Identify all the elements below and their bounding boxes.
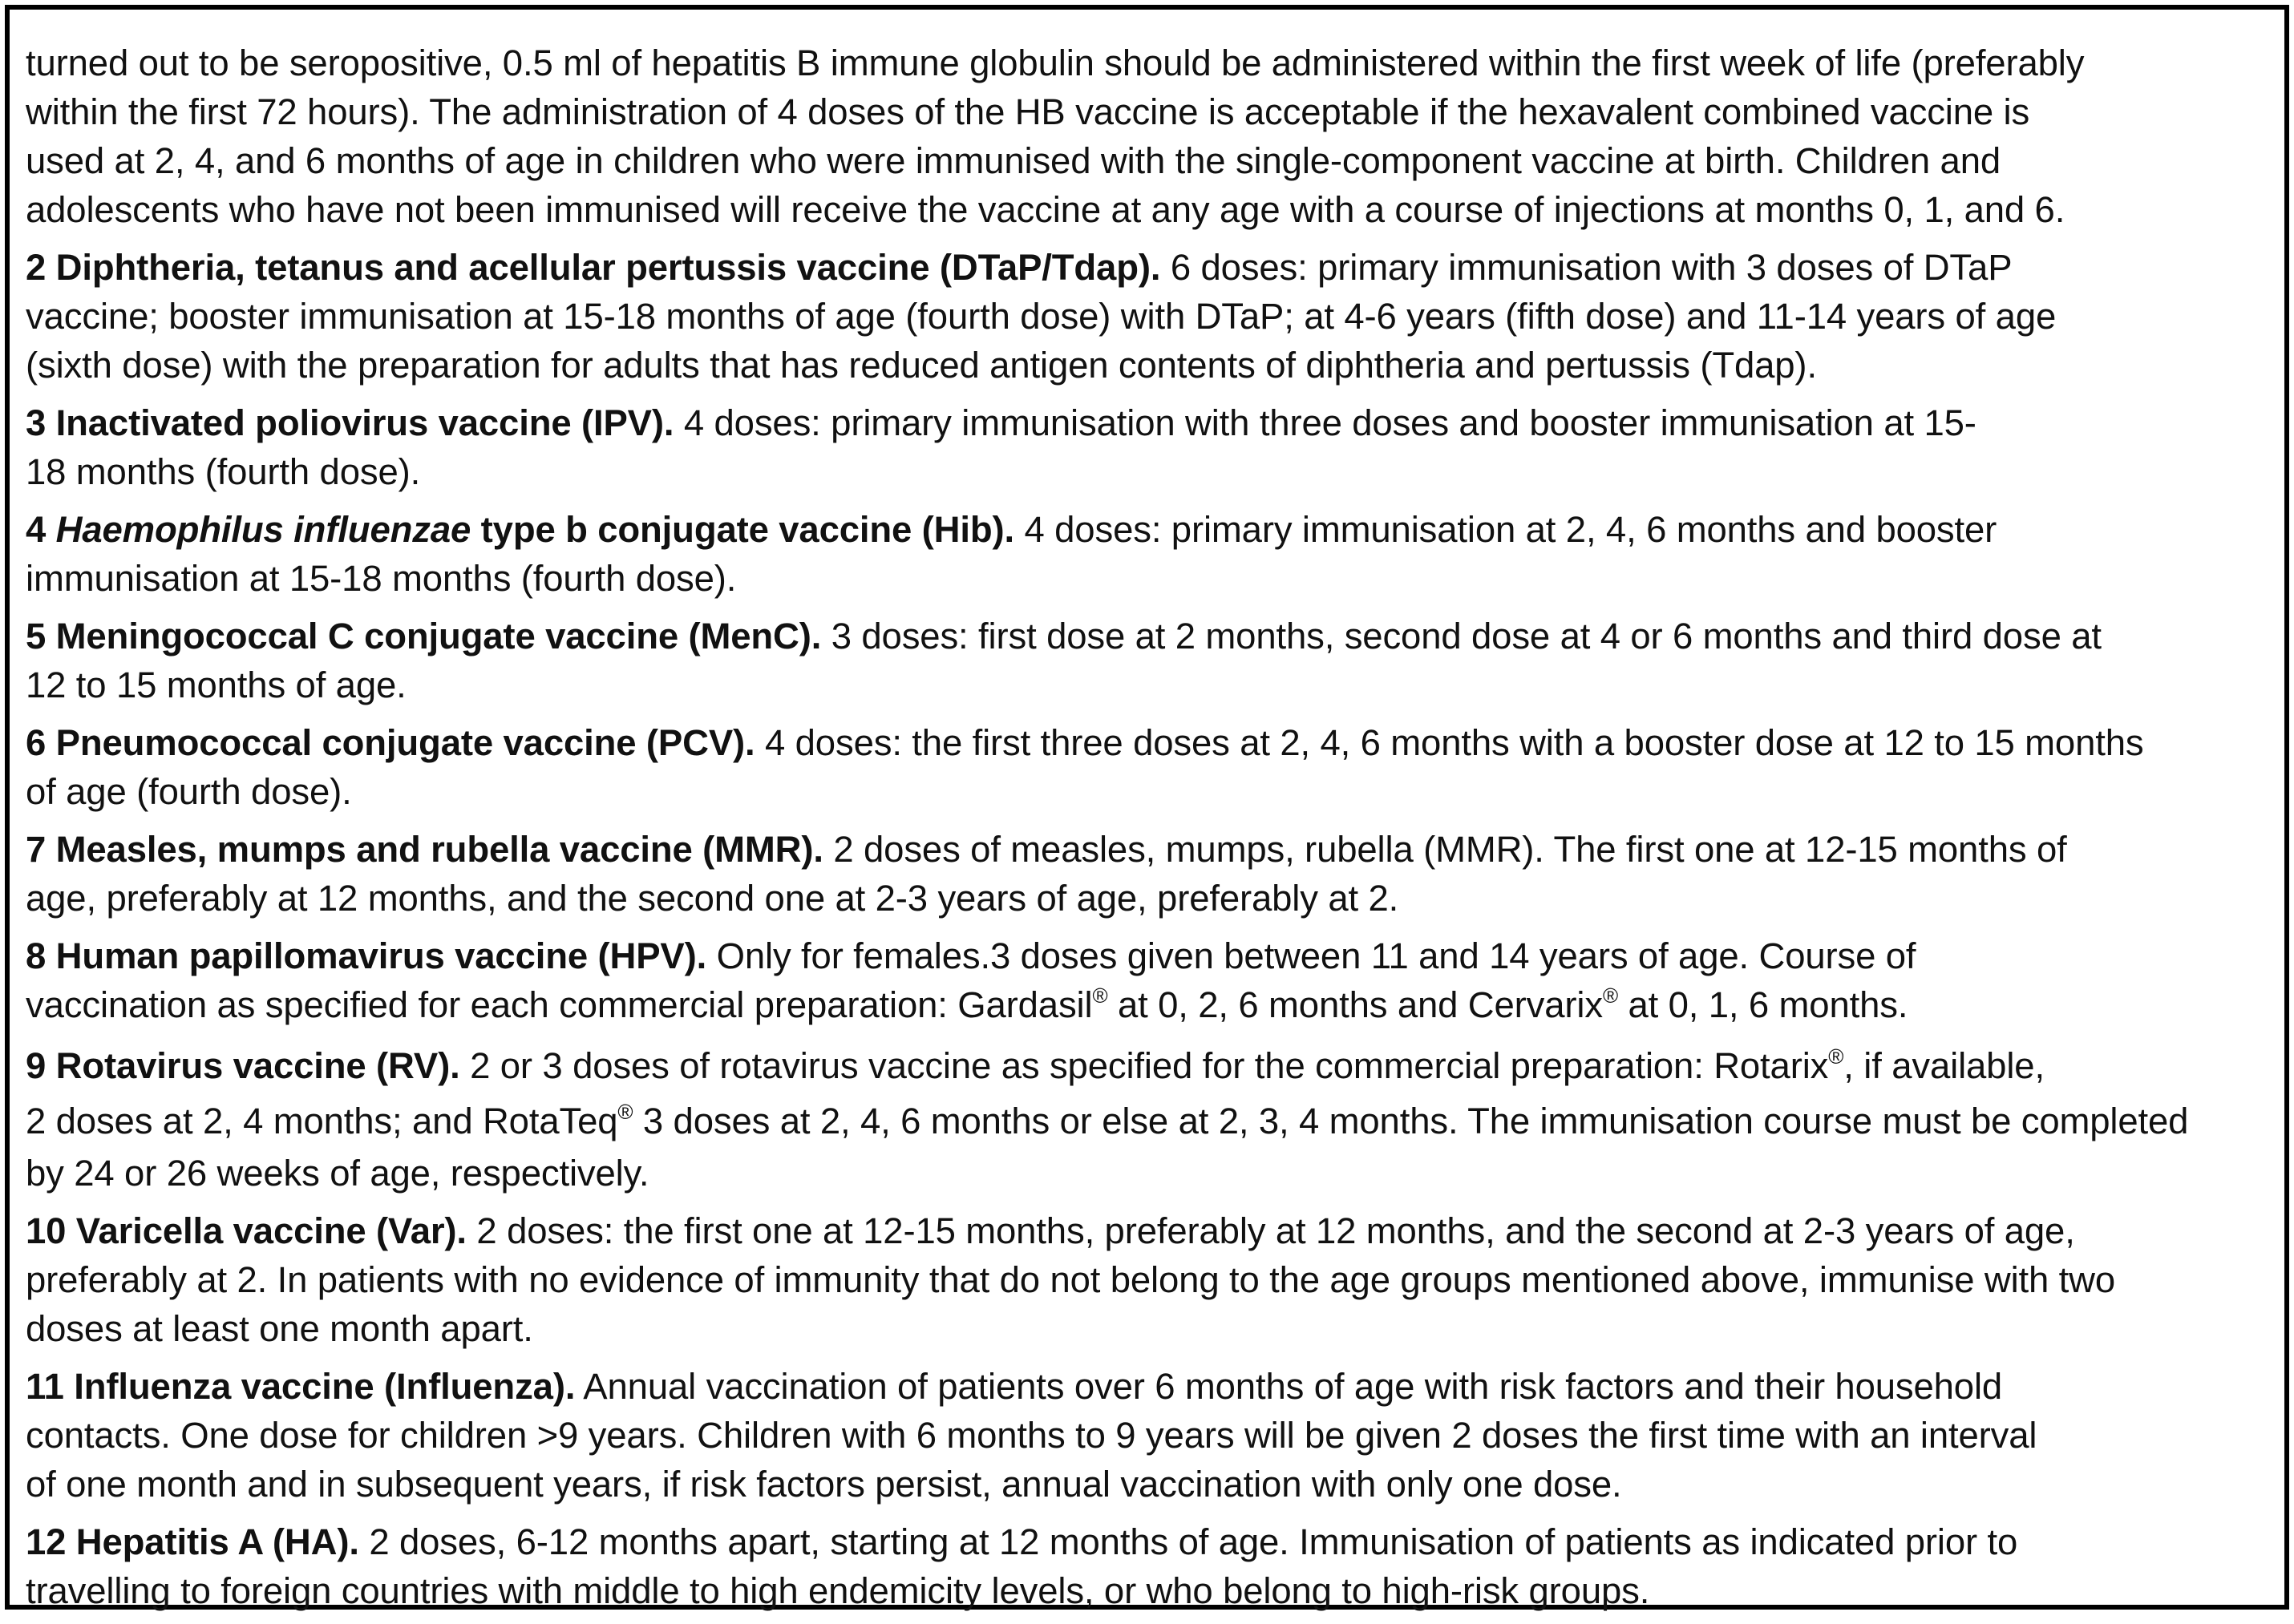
footnote-text: vaccination as specified for each commercial preparation: Gardasil — [26, 984, 1093, 1025]
footnote-heading: 3 Inactivated poliovirus vaccine (IPV). — [26, 402, 674, 443]
footnote-heading: type b conjugate vaccine (Hib). — [471, 509, 1015, 550]
footnote-heading: 11 Influenza vaccine (Influenza). — [26, 1366, 576, 1407]
text-line: doses at least one month apart. — [26, 1308, 533, 1349]
footnote-text: 3 doses: first dose at 2 months, second dose at 4 or 6 months and third dose at — [821, 616, 2102, 656]
text-line: of one month and in subsequent years, if risk factors persist, annual vaccination with only one dose. — [26, 1464, 1622, 1505]
text-line — [26, 612, 2279, 661]
text-line: turned out to be seropositive, 0.5 ml of hepatitis B immune globulin should be administered within the first week of life (preferably — [26, 42, 2085, 83]
footnote-text: Only for females.3 doses given between 11 and 14 years of age. Course of — [706, 935, 1916, 976]
footnote-text: 2 doses at 2, 4 months; and RotaTeq — [26, 1101, 618, 1141]
footnote-hpv — [26, 931, 2279, 1029]
footnote-heading: 6 Pneumococcal conjugate vaccine (PCV). — [26, 722, 755, 763]
text-line — [26, 1038, 2279, 1093]
footnote-text: 3 doses at 2, 4, 6 months or else at 2, 3, 4 months. The immunisation course must be completed — [633, 1101, 2189, 1141]
text-line — [26, 1206, 2279, 1255]
footnote-hepatitis-b-continued — [26, 38, 2279, 234]
text-line — [26, 1093, 2279, 1149]
footnote-text: 6 doses: primary immunisation with 3 doses of DTaP — [1160, 247, 2013, 288]
footnotes-box — [5, 5, 2289, 1610]
footnote-text: 2 or 3 doses of rotavirus vaccine as specified for the commercial preparation: Rotarix — [459, 1045, 1829, 1086]
footnote-heading-number: 4 — [26, 509, 56, 550]
footnote-pcv — [26, 718, 2279, 816]
text-line — [26, 398, 2279, 447]
footnote-heading: 12 Hepatitis A (HA). — [26, 1521, 359, 1562]
text-line: 18 months (fourth dose). — [26, 451, 421, 492]
footnotes-text — [26, 38, 2279, 1624]
text-line — [26, 980, 2279, 1029]
text-line: age, preferably at 12 months, and the second one at 2-3 years of age, preferably at 2. — [26, 878, 1399, 919]
footnote-text: 4 doses: primary immunisation at 2, 4, 6 months and booster — [1014, 509, 1997, 550]
footnote-heading-italic: Haemophilus influenzae — [55, 509, 471, 550]
footnote-text: 2 doses of measles, mumps, rubella (MMR). The first one at 12-15 months of — [823, 829, 2067, 870]
registered-mark: ® — [1828, 1044, 1844, 1069]
footnote-hepatitis-a — [26, 1517, 2279, 1615]
footnote-heading: 2 Diphtheria, tetanus and acellular pertussis vaccine (DTaP/Tdap). — [26, 247, 1161, 288]
footnote-text: at 0, 2, 6 months and Cervarix — [1107, 984, 1603, 1025]
text-line: within the first 72 hours). The administration of 4 doses of the HB vaccine is acceptable if the hexavalent combined vaccine is — [26, 91, 2030, 132]
footnote-dtap — [26, 243, 2279, 390]
text-line — [26, 825, 2279, 874]
footnote-heading: 7 Measles, mumps and rubella vaccine (MMR). — [26, 829, 823, 870]
text-line: contacts. One dose for children >9 years. Children with 6 months to 9 years will be given 2 doses the first time with an interval — [26, 1415, 2037, 1456]
text-line — [26, 1362, 2279, 1411]
footnote-text: , if available, — [1843, 1045, 2045, 1086]
footnote-heading: 8 Human papillomavirus vaccine (HPV). — [26, 935, 707, 976]
text-line: travelling to foreign countries with middle to high endemicity levels, or who belong to high-risk groups. — [26, 1570, 1650, 1611]
footnote-influenza — [26, 1362, 2279, 1509]
footnote-menc — [26, 612, 2279, 709]
text-line: (sixth dose) with the preparation for adults that has reduced antigen contents of diphtheria and pertussis (Tdap). — [26, 345, 1817, 386]
footnote-text: Annual vaccination of patients over 6 months of age with risk factors and their household — [575, 1366, 2003, 1407]
registered-mark: ® — [617, 1100, 633, 1124]
text-line — [26, 931, 2279, 980]
footnote-text: at 0, 1, 6 months. — [1618, 984, 1908, 1025]
footnote-varicella — [26, 1206, 2279, 1353]
text-line — [26, 1517, 2279, 1566]
footnote-heading: 5 Meningococcal C conjugate vaccine (MenC). — [26, 616, 822, 656]
text-line — [26, 505, 2279, 554]
registered-mark: ® — [1092, 984, 1108, 1008]
footnote-text: 2 doses, 6-12 months apart, starting at 12 months of age. Immunisation of patients as indicated prior to — [358, 1521, 2018, 1562]
text-line — [26, 243, 2279, 292]
footnote-text: 4 doses: the first three doses at 2, 4, 6 months with a booster dose at 12 to 15 months — [755, 722, 2144, 763]
footnote-heading: 10 Varicella vaccine (Var). — [26, 1210, 467, 1251]
text-line: by 24 or 26 weeks of age, respectively. — [26, 1153, 649, 1194]
footnote-text: 4 doses: primary immunisation with three doses and booster immunisation at 15- — [674, 402, 1976, 443]
text-line — [26, 718, 2279, 767]
text-line: preferably at 2. In patients with no evidence of immunity that do not belong to the age groups mentioned above, immunise with two — [26, 1259, 2116, 1300]
footnote-mmr — [26, 825, 2279, 923]
text-line: adolescents who have not been immunised will receive the vaccine at any age with a course of injections at months 0, 1, and 6. — [26, 189, 2065, 230]
text-line: used at 2, 4, and 6 months of age in children who were immunised with the single-component vaccine at birth. Children and — [26, 140, 2001, 181]
registered-mark: ® — [1602, 984, 1618, 1008]
text-line: immunisation at 15-18 months (fourth dose). — [26, 558, 737, 599]
text-line: of age (fourth dose). — [26, 771, 352, 812]
text-line: 12 to 15 months of age. — [26, 665, 407, 705]
footnote-hib — [26, 505, 2279, 603]
text-line: vaccine; booster immunisation at 15-18 months of age (fourth dose) with DTaP; at 4-6 years (fifth dose) and 11-14 years of age — [26, 296, 2057, 337]
footnote-text: 2 doses: the first one at 12-15 months, preferably at 12 months, and the second at 2-3 years of age, — [466, 1210, 2075, 1251]
footnote-heading: 9 Rotavirus vaccine (RV). — [26, 1045, 460, 1086]
footnote-ipv — [26, 398, 2279, 496]
footnote-rotavirus — [26, 1038, 2279, 1198]
